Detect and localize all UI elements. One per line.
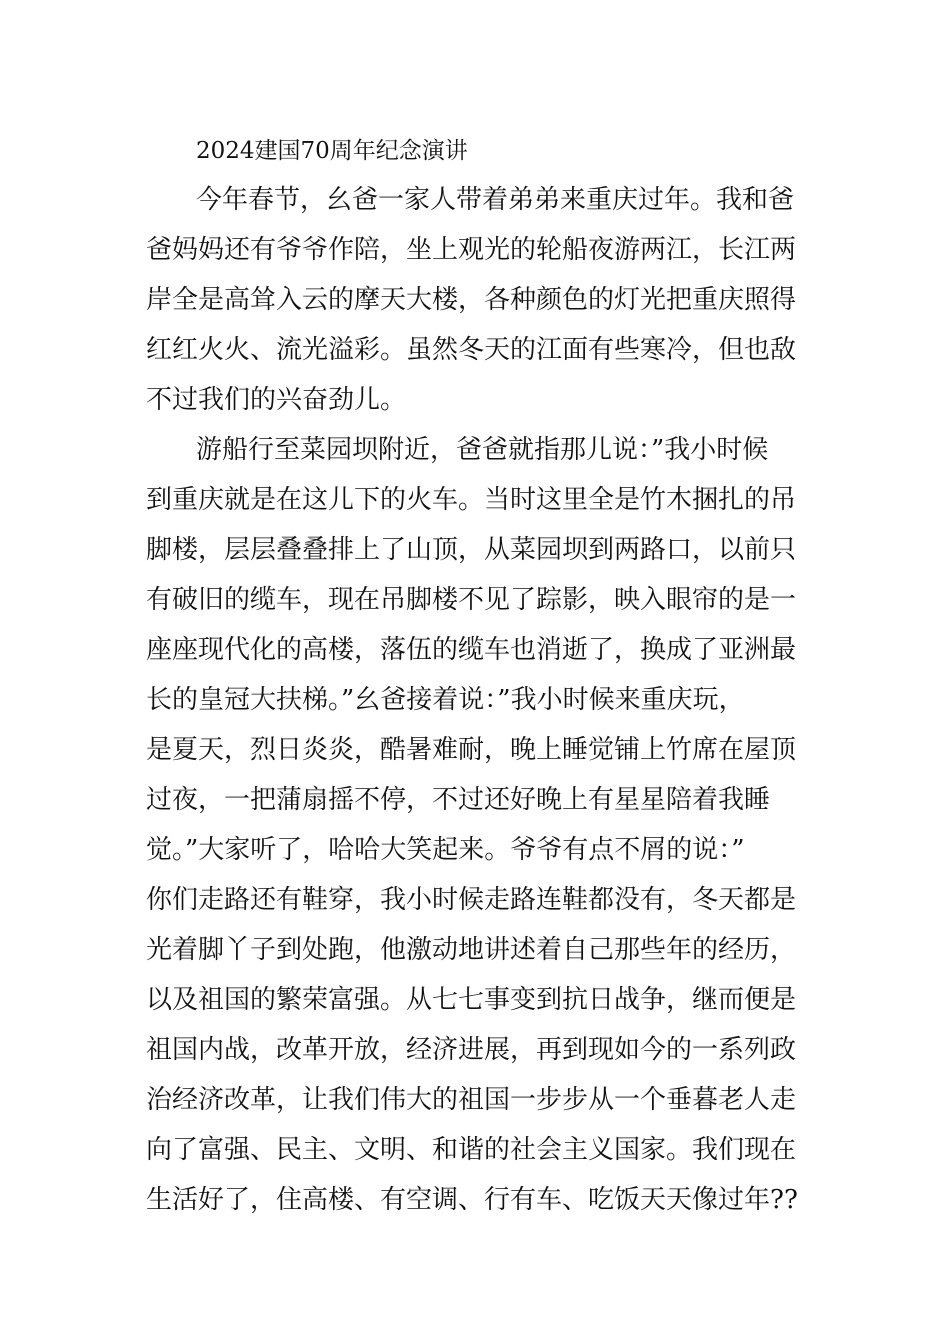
- paragraph-line: 有破旧的缆车，现在吊脚楼不见了踪影，映入眼帘的是一: [146, 585, 797, 615]
- paragraph-line: 岸全是高耸入云的摩天大楼，各种颜色的灯光把重庆照得: [146, 285, 797, 315]
- paragraph-line: 治经济改革，让我们伟大的祖国一步步从一个垂暮老人走: [146, 1085, 797, 1115]
- paragraph-line: 游船行至菜园坝附近，爸爸就指那儿说：”我小时候: [196, 435, 769, 465]
- paragraph-line: 座座现代化的高楼，落伍的缆车也消逝了，换成了亚洲最: [146, 635, 797, 665]
- paragraph-line: 不过我们的兴奋劲儿。: [146, 385, 407, 415]
- paragraph-line: 祖国内战，改革开放，经济进展，再到现如今的一系列政: [146, 1035, 797, 1065]
- document-title: 2024建国70周年纪念演讲: [196, 138, 468, 164]
- paragraph-line: 过夜，一把蒲扇摇不停，不过还好晚上有星星陪着我睡: [146, 785, 771, 815]
- paragraph-line: 你们走路还有鞋穿，我小时候走路连鞋都没有，冬天都是: [146, 885, 797, 915]
- paragraph-line: 长的皇冠大扶梯。”幺爸接着说：”我小时候来重庆玩，: [146, 685, 745, 715]
- paragraph-line: 今年春节，幺爸一家人带着弟弟来重庆过年。我和爸: [196, 185, 795, 215]
- paragraph-line: 是夏天，烈日炎炎，酷暑难耐，晚上睡觉铺上竹席在屋顶: [146, 735, 797, 765]
- paragraph-line: 觉。”大家听了，哈哈大笑起来。爷爷有点不屑的说：”: [146, 835, 745, 865]
- paragraph-line: 向了富强、民主、文明、和谐的社会主义国家。我们现在: [146, 1135, 797, 1165]
- paragraph-line: 脚楼，层层叠叠排上了山顶，从菜园坝到两路口，以前只: [146, 535, 797, 565]
- paragraph-line: 光着脚丫子到处跑，他激动地讲述着自己那些年的经历，: [146, 935, 797, 965]
- paragraph-line: 爸妈妈还有爷爷作陪，坐上观光的轮船夜游两江，长江两: [146, 235, 797, 265]
- paragraph-line: 红红火火、流光溢彩。虽然冬天的江面有些寒冷，但也敌: [146, 335, 797, 365]
- paragraph-line: 生活好了，住高楼、有空调、行有车、吃饭天天像过年??: [146, 1185, 798, 1215]
- paragraph-line: 到重庆就是在这儿下的火车。当时这里全是竹木捆扎的吊: [146, 485, 797, 515]
- paragraph-line: 以及祖国的繁荣富强。从七七事变到抗日战争，继而便是: [146, 985, 797, 1015]
